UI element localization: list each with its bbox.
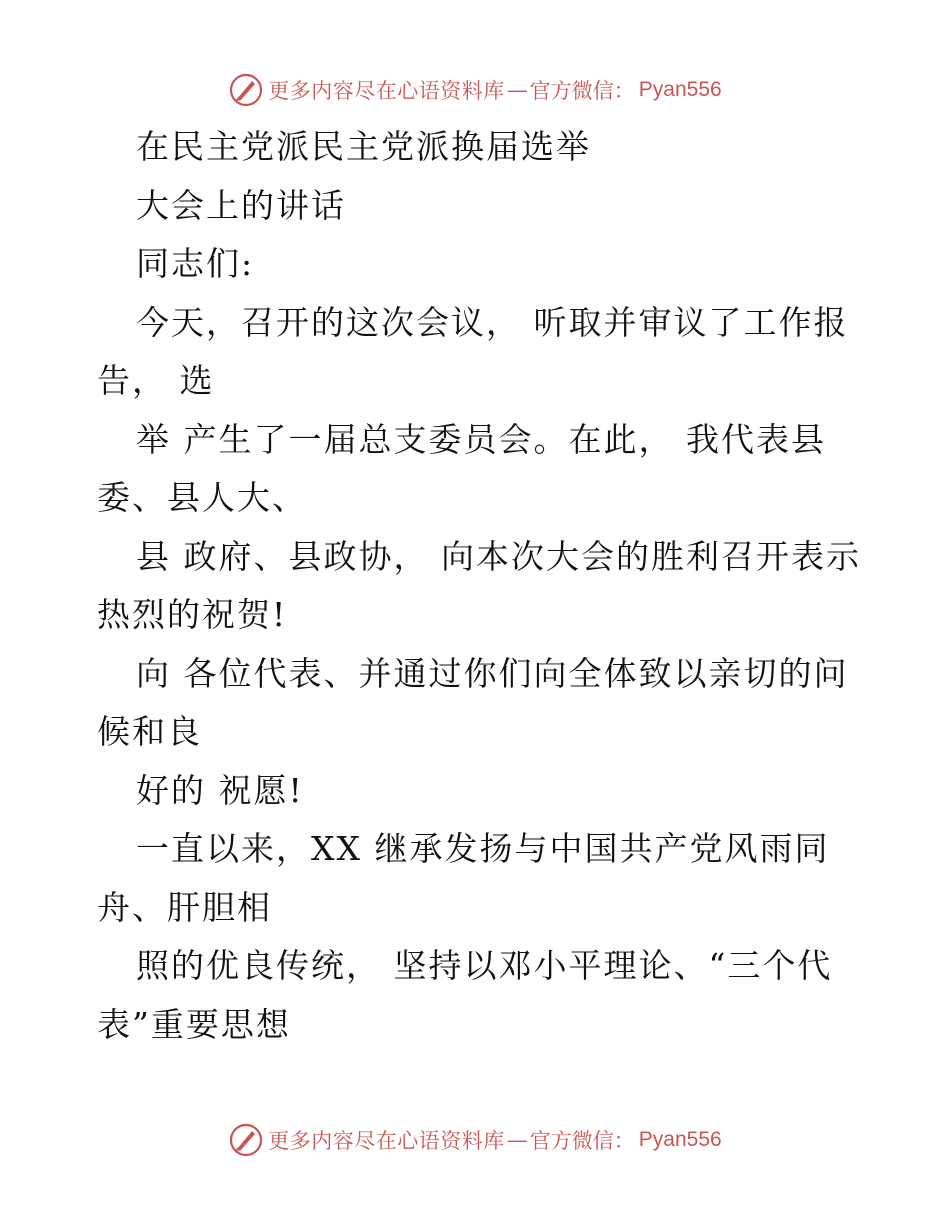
banner-wechat-id: Pyan556 xyxy=(638,1128,722,1151)
salutation: 同志们: xyxy=(136,244,255,283)
banner-dash: — xyxy=(506,78,528,102)
document-body xyxy=(97,118,887,1054)
body-line: 举 产生了一届总支委员会。在此， 我代表县 xyxy=(136,419,826,459)
title-line-1: 在民主党派民主党派换届选举 xyxy=(136,127,591,166)
quill-seal-icon xyxy=(228,1122,264,1158)
body-line: 照的优良传统， 坚持以邓小平理论、“三个代 xyxy=(136,946,833,985)
body-line: 热烈的祝贺! xyxy=(97,595,288,634)
banner-dash: — xyxy=(506,1128,528,1152)
body-line: 表”重要思想 xyxy=(97,1004,291,1044)
body-line: 告， 选 xyxy=(97,361,215,400)
footer-banner xyxy=(0,1120,950,1160)
body-line: 一直以来，XX 继承发扬与中国共产党风雨同 xyxy=(136,829,830,868)
header-banner xyxy=(0,70,950,110)
banner-label: 官方微信： xyxy=(529,79,635,103)
body-line: 委、县人大、 xyxy=(97,478,307,517)
body-line: 好的 祝愿! xyxy=(136,770,304,810)
body-line: 县 政府、县政协， 向本次大会的胜利召开表示 xyxy=(136,536,861,576)
banner-brand: 更多内容尽在心语资料库 xyxy=(268,79,505,103)
quill-seal-icon xyxy=(228,72,264,108)
banner-brand: 更多内容尽在心语资料库 xyxy=(268,1129,505,1153)
body-line: 向 各位代表、并通过你们向全体致以亲切的问 xyxy=(136,653,849,693)
body-line: 今天，召开的这次会议， 听取并审议了工作报 xyxy=(136,302,849,342)
body-line: 舟、肝胆相 xyxy=(97,887,272,927)
body-line: 候和良 xyxy=(97,712,202,751)
banner-label: 官方微信： xyxy=(529,1129,635,1153)
title-line-2: 大会上的讲话 xyxy=(136,185,346,225)
banner-wechat-id: Pyan556 xyxy=(638,78,722,101)
